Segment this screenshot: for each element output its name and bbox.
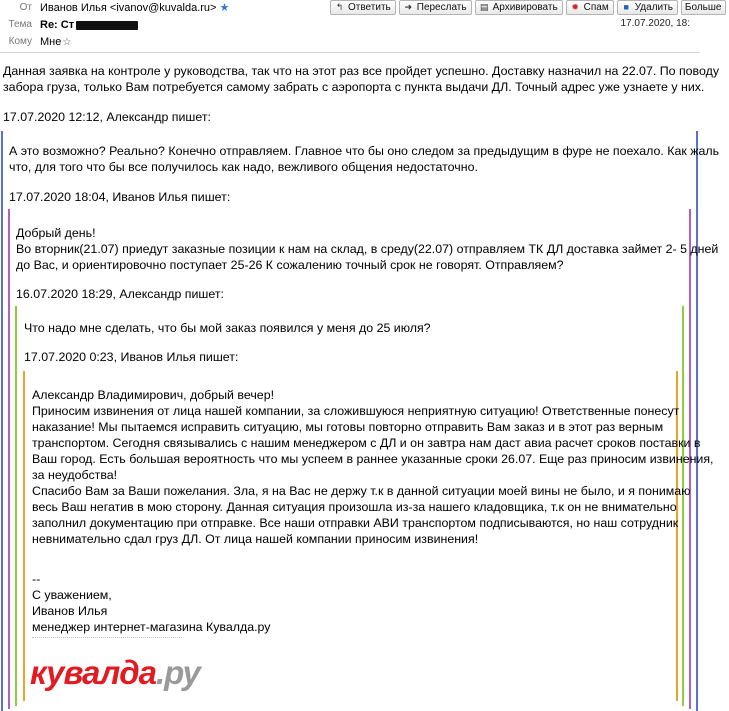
quote4-line: весь Ваш негатив в мою сторону. Данная ситуация произошла из-за нашего кладовщика, т.к он не внимательно — [32, 500, 677, 514]
signature-line: Иванов Илья — [32, 604, 108, 618]
spam-icon: ✹ — [571, 2, 579, 12]
quote2-line: Добрый день! — [16, 226, 96, 240]
quote4-line: Приносим извинения от лица нашей компании, за сложившуюся неприятную ситуацию! Ответственные понесут — [32, 404, 680, 418]
quote4-line: Спасибо Вам за Ваши пожелания. Зла, я на Вас не держу т.к в данной ситуации моей вины не было, и я понимаю — [32, 484, 691, 498]
message-body — [0, 53, 720, 696]
quote1-line: что, для того что бы все получилось как надо, вежливого общения недостаточно. — [9, 160, 478, 174]
signature-line: С уважением, — [32, 588, 112, 602]
quote-bar-left — [1, 131, 3, 711]
quote-bar-right — [696, 131, 698, 711]
subject-text: Re: Ст — [40, 19, 75, 31]
quote4-line: заполнил документацию при отправке. Все наши отправки АВИ транспортом подписываются, но наш сотрудник — [32, 516, 679, 530]
reply-icon: ↰ — [335, 2, 344, 12]
more-button[interactable]: Больше — [681, 0, 727, 15]
delete-button[interactable]: ■ Удалить — [617, 0, 678, 15]
intro-line: забора груза, только Вам потребуется самому забрать с аэропорта с пункта выдачи ДЛ. Точный адрес уже узнаете у них. — [3, 80, 705, 94]
subject-label: Тема — [8, 19, 32, 30]
quote-attribution: 17.07.2020 12:12, Александр пишет: — [3, 110, 211, 124]
signature-line: -- — [32, 572, 41, 586]
quote-attribution: 16.07.2020 18:29, Александр пишет: — [16, 287, 224, 301]
quote-bar-right — [682, 306, 684, 706]
quote-bar-right — [676, 371, 678, 701]
star-outline-icon[interactable]: ☆ — [62, 37, 72, 48]
redaction-mark — [76, 21, 138, 30]
from-label: От — [19, 2, 32, 13]
to-label: Кому — [8, 36, 32, 47]
kuvalda-logo: кувалда.ру — [30, 654, 200, 691]
quote-bar-left — [8, 209, 10, 709]
quote-bar-left — [23, 371, 25, 701]
quote-bar-left — [15, 306, 17, 706]
quote4-line: Ваш город. Есть большая вероятность что мы успеем в раннее указанные сроки 26.07. Еще раз приносим извинения, — [32, 452, 714, 466]
quote4-line: транспортом. Сегодня связывались с нашим менеджером с ДЛ и он завтра нам даст авиа расчет сроков поставки в — [32, 436, 701, 450]
from-address[interactable]: Иванов Илья <ivanov@kuvalda.ru> — [40, 2, 217, 14]
message-header — [0, 0, 722, 52]
to-value[interactable]: Мне — [40, 36, 62, 48]
archive-icon: ▤ — [479, 2, 489, 12]
quote4-line: за неудобства! — [32, 468, 118, 482]
forward-button[interactable]: ➜ Переслать — [399, 0, 472, 15]
message-date: 17.07.2020, 18: — [620, 18, 690, 29]
spam-button[interactable]: ✹ Спам — [566, 0, 614, 15]
trash-icon: ■ — [623, 2, 629, 12]
message-toolbar — [330, 0, 729, 15]
quote2-line: Во вторник(21.07) приедут заказные позиции к нам на склад, в среду(22.07) отправляем ТК ДЛ доставка займет 2- 5 дней — [16, 242, 719, 256]
forward-icon: ➜ — [404, 2, 413, 12]
signature-line: менеджер интернет-магазина Кувалда.ру — [32, 620, 271, 634]
star-icon[interactable]: ★ — [219, 2, 230, 14]
quote4-line: невнимательно сдал груз ДЛ. От лица нашей компании приносим извинения! — [32, 532, 479, 546]
quote-attribution: 17.07.2020 18:04, Иванов Илья пишет: — [9, 190, 231, 204]
quote-attribution: 17.07.2020 0:23, Иванов Илья пишет: — [24, 350, 239, 364]
quote1-line: А это возможно? Реально? Конечно отправляем. Главное что бы оно следом за предыдущим в фуре не поехало. Как жаль — [9, 144, 720, 158]
reply-button[interactable]: ↰ Ответить — [330, 0, 396, 15]
archive-button[interactable]: ▤ Архивировать — [475, 0, 563, 15]
cut-off-line — [32, 637, 182, 641]
quote3-line: Что надо мне сделать, что бы мой заказ появился у меня до 25 июля? — [24, 321, 431, 335]
quote4-line: наказание! Мы пытаемся исправить ситуацию, мы готовы повторно отправить Вам заказ и в этот раз верным — [32, 420, 664, 434]
intro-line: Данная заявка на контроле у руководства, так что на этот раз все пройдет успешно. Доставку назначил на 22.07. По поводу — [3, 64, 720, 78]
quote4-line: Александр Владимирович, добрый вечер! — [32, 388, 275, 402]
quote2-line: до Вас, и ориентировочно поступает 25-26 К сожалению точный срок не говорят. Отправляем? — [16, 258, 564, 272]
